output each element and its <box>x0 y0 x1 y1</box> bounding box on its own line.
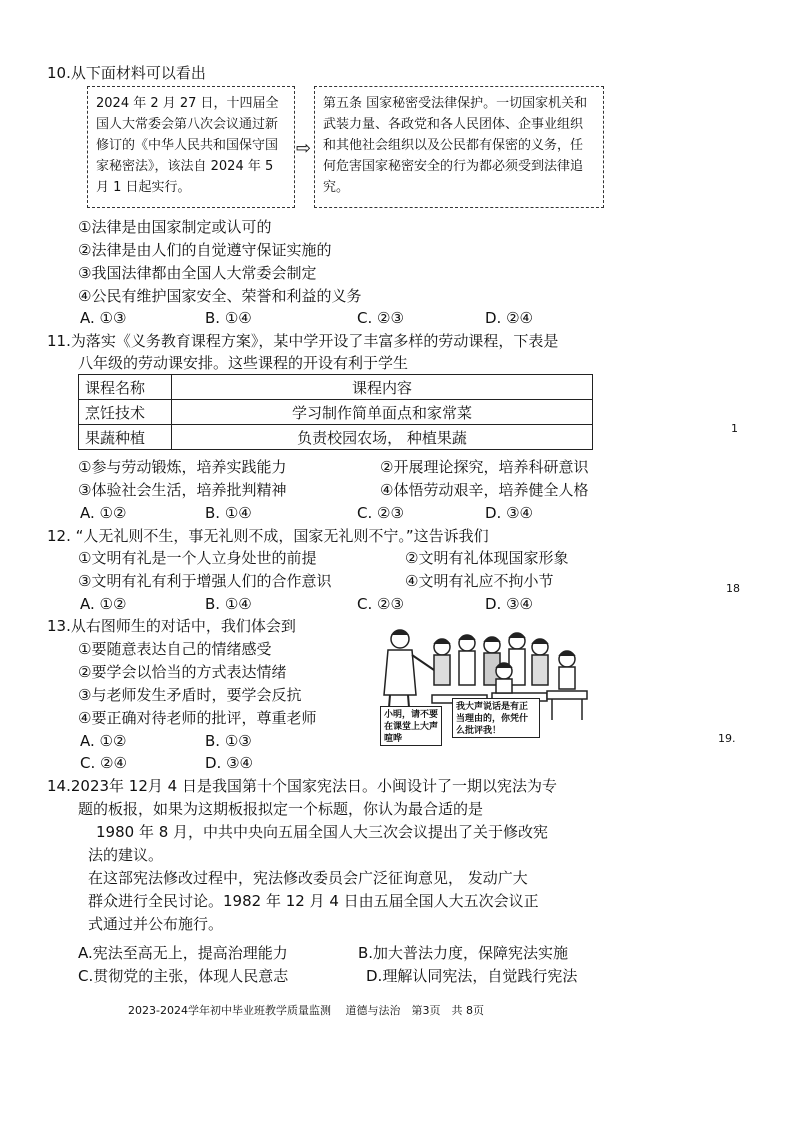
table-cell: 烹饪技术 <box>79 400 172 425</box>
q10-option-c: C. ②③ <box>357 309 404 327</box>
q12-option-a: A. ①② <box>80 595 127 613</box>
table-cell: 负责校园农场， 种植果蔬 <box>172 425 593 450</box>
q14-material-line1: 1980 年 8 月，中共中央向五届全国人大三次会议提出了关于修改宪 <box>96 823 549 841</box>
q14-material-line4: 群众进行全民讨论。1982 年 12 月 4 日由五届全国人大五次会议正 <box>88 892 539 910</box>
q11-option-c: C. ②③ <box>357 504 404 522</box>
q14-option-d: D.理解认同宪法，自觉践行宪法 <box>366 967 578 985</box>
q13-statement-3: ③与老师发生矛盾时，要学会反抗 <box>78 686 302 704</box>
q12-option-c: C. ②③ <box>357 595 404 613</box>
q11-stem-line2: 八年级的劳动课安排。这些课程的开设有利于学生 <box>78 354 409 372</box>
q14-option-a: A.宪法至高无上，提高治理能力 <box>78 944 288 962</box>
arrow-right-icon: ⇨ <box>296 138 312 159</box>
q10-statement-3: ③我国法律都由全国人大常委会制定 <box>78 264 317 282</box>
table-cell: 课程内容 <box>172 375 593 400</box>
q14-stem-line2: 题的板报，如果为这期板报拟定一个标题，你认为最合适的是 <box>78 800 484 818</box>
q11-option-a: A. ①② <box>80 504 127 522</box>
q14-option-b: B.加大普法力度，保障宪法实施 <box>358 944 569 962</box>
q10-option-b: B. ①④ <box>205 309 252 327</box>
q13-option-d: D. ③④ <box>205 754 253 772</box>
side-number: 19. <box>718 732 736 745</box>
q14-material-line2: 法的建议。 <box>88 846 164 864</box>
q11-option-d: D. ③④ <box>485 504 533 522</box>
q10-stem: 10.从下面材料可以看出 <box>47 64 206 82</box>
q11-statement-3: ③体验社会生活，培养批判精神 <box>78 481 287 499</box>
table-cell: 学习制作简单面点和家常菜 <box>172 400 593 425</box>
q13-statement-2: ②要学会以恰当的方式表达情绪 <box>78 663 287 681</box>
q11-statement-2: ②开展理论探究，培养科研意识 <box>380 458 589 476</box>
q13-stem: 13.从右图师生的对话中，我们体会到 <box>47 617 296 635</box>
side-number: 1 <box>731 422 738 435</box>
q10-option-d: D. ②④ <box>485 309 533 327</box>
q13-option-c: C. ②④ <box>80 754 127 772</box>
table-row <box>79 375 593 400</box>
q12-statement-3: ③文明有礼有利于增强人们的合作意识 <box>78 572 332 590</box>
table-row <box>79 425 593 450</box>
q10-material-right: 第五条 国家秘密受法律保护。一切国家机关和武装力量、各政党和各人民团体、企事业组织和其他社会组织以及公民都有保密的义务，任何危害国家秘密安全的行为都必须受到法律追究。 <box>314 86 604 208</box>
q13-option-a: A. ①② <box>80 732 127 750</box>
q14-material-line3: 在这部宪法修改过程中，宪法修改委员会广泛征询意见， 发动广大 <box>88 869 528 887</box>
q12-option-d: D. ③④ <box>485 595 533 613</box>
q10-material-left: 2024 年 2 月 27 日，十四届全国人大常委会第八次会议通过新修订的《中华人民共和国保守国家秘密法》，该法自 2024 年 5 月 1 日起实行。 <box>87 86 295 208</box>
q10-statement-4: ④公民有维护国家安全、荣誉和利益的义务 <box>78 287 362 305</box>
page-footer: 2023-2024学年初中毕业班教学质量监测 道德与法治 第3页 共 8页 <box>128 1004 484 1017</box>
q14-stem-line1: 14.2023年 12月 4 日是我国第十个国家宪法日。小闽设计了一期以宪法为专 <box>47 777 557 795</box>
q14-material-line5: 式通过并公布施行。 <box>88 915 224 933</box>
q11-statement-1: ①参与劳动锻炼，培养实践能力 <box>78 458 287 476</box>
student-speech-bubble: 我大声说话是有正当理由的，你凭什么批评我！ <box>452 698 540 738</box>
table-row <box>79 400 593 425</box>
side-number: 18 <box>726 582 740 595</box>
table-cell: 课程名称 <box>79 375 172 400</box>
q12-statement-2: ②文明有礼体现国家形象 <box>405 549 569 567</box>
q11-stem-line1: 11.为落实《义务教育课程方案》，某中学开设了丰富多样的劳动课程，下表是 <box>47 332 559 350</box>
q12-stem: 12. “人无礼则不生，事无礼则不成，国家无礼则不宁。”这告诉我们 <box>47 527 489 545</box>
teacher-speech-bubble: 小明，请不要在课堂上大声喧哗 <box>380 706 442 746</box>
q11-option-b: B. ①④ <box>205 504 252 522</box>
q10-statement-2: ②法律是由人们的自觉遵守保证实施的 <box>78 241 332 259</box>
q10-statement-1: ①法律是由国家制定或认可的 <box>78 218 272 236</box>
q14-option-c: C.贯彻党的主张，体现人民意志 <box>78 967 289 985</box>
q11-statement-4: ④体悟劳动艰辛，培养健全人格 <box>380 481 589 499</box>
q12-statement-4: ④文明有礼应不拘小节 <box>405 572 554 590</box>
q13-statement-4: ④要正确对待老师的批评，尊重老师 <box>78 709 317 727</box>
q12-option-b: B. ①④ <box>205 595 252 613</box>
q12-statement-1: ①文明有礼是一个人立身处世的前提 <box>78 549 317 567</box>
q10-option-a: A. ①③ <box>80 309 127 327</box>
table-cell: 果蔬种植 <box>79 425 172 450</box>
q13-option-b: B. ①③ <box>205 732 252 750</box>
course-table <box>78 374 593 450</box>
q13-statement-1: ①要随意表达自己的情绪感受 <box>78 640 272 658</box>
